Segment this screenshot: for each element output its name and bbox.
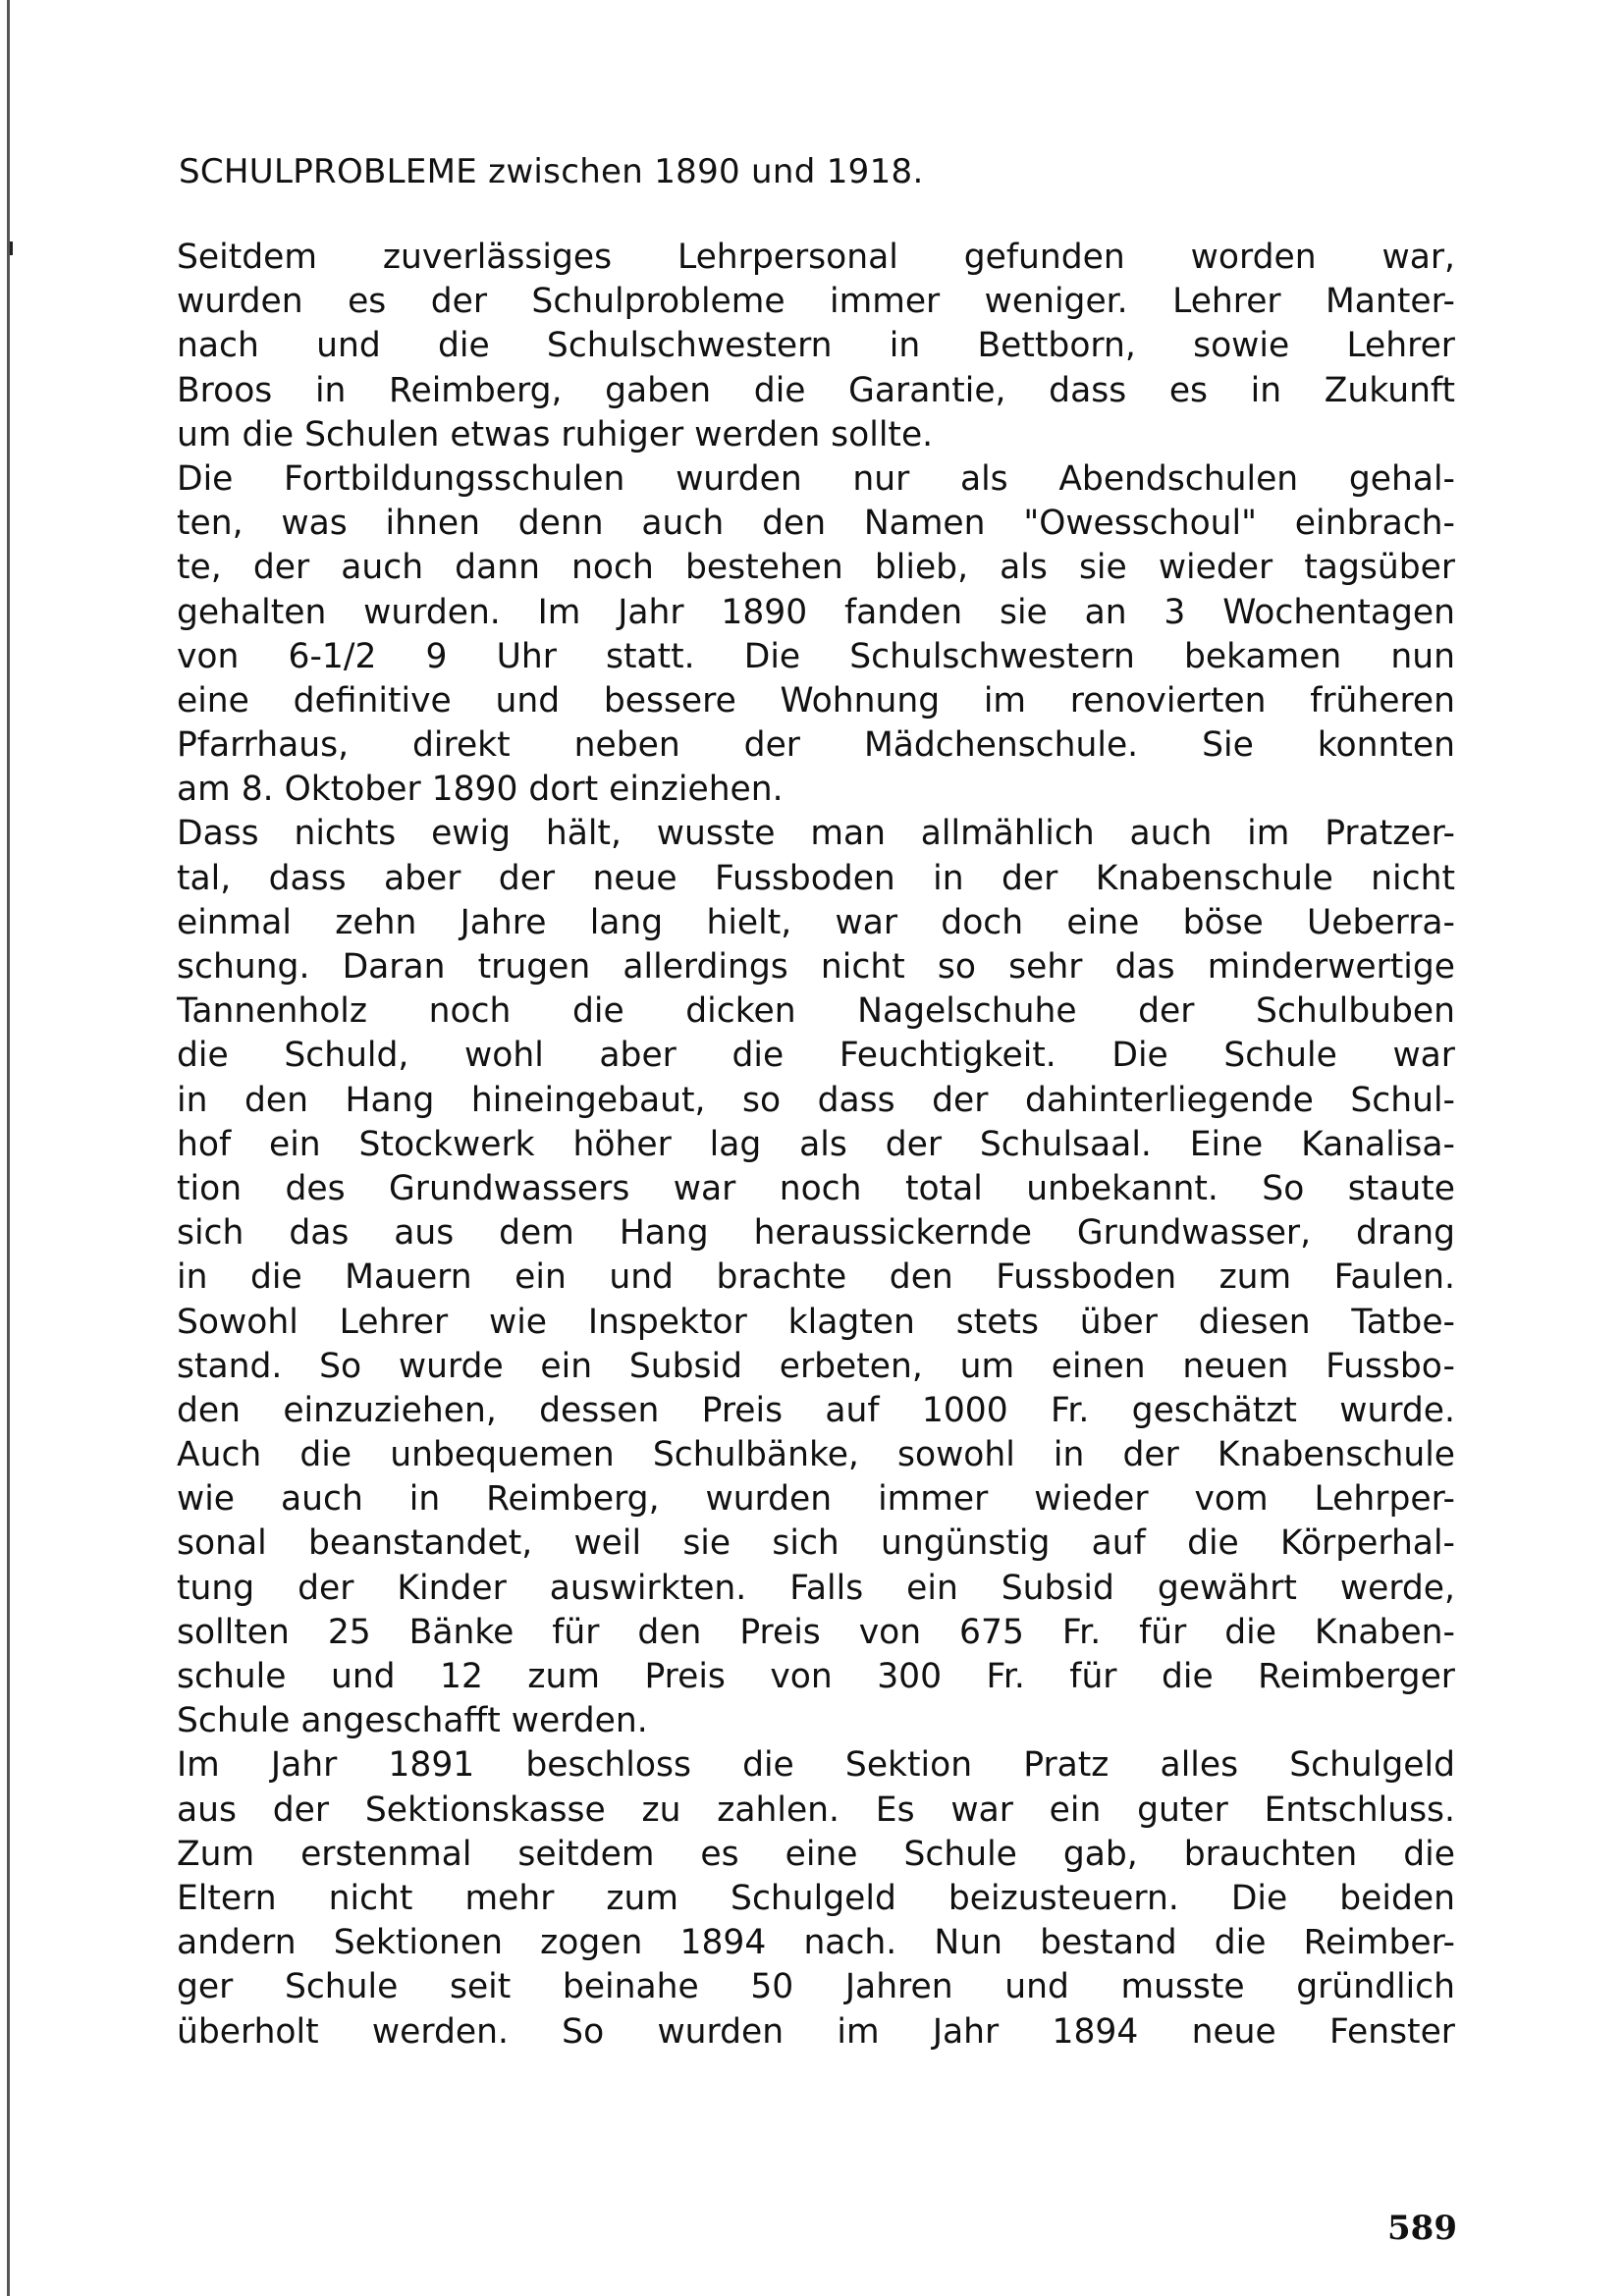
text-line: schung. Daran trugen allerdings nicht so sehr das minderwertige [177, 947, 1455, 987]
text-line: in den Hang hineingebaut, so dass der dahinterliegende Schul- [177, 1080, 1455, 1120]
text-line: tion des Grundwassers war noch total unbekannt. So staute [177, 1168, 1455, 1208]
text-line: wie auch in Reimberg, wurden immer wieder vom Lehrper- [177, 1479, 1455, 1520]
text-line: Die Fortbildungsschulen wurden nur als Abendschulen gehal- [177, 458, 1455, 499]
text-line: Seitdem zuverlässiges Lehrpersonal gefunden worden war, [177, 238, 1455, 277]
text-line: Dass nichts ewig hält, wusste man allmählich auch im Pratzer- [177, 814, 1455, 854]
text-line: Pfarrhaus, direkt neben der Mädchenschule. Sie konnten [177, 725, 1455, 766]
text-line: hof ein Stockwerk höher lag als der Schulsaal. Eine Kanalisa- [177, 1124, 1455, 1164]
page-number: 589 [1387, 2209, 1457, 2248]
text-line: um die Schulen etwas ruhiger werden sollte. [177, 414, 934, 454]
text-line: ten, was ihnen denn auch den Namen "Owesschoul" einbrach- [177, 504, 1455, 544]
text-line: Schule angeschafft werden. [177, 1701, 648, 1741]
text-line: wurden es der Schulprobleme immer weniger. Lehrer Manter- [177, 282, 1455, 322]
margin-mark [10, 241, 13, 255]
text-line: schule und 12 zum Preis von 300 Fr. für die Reimberger [177, 1657, 1455, 1696]
text-line: die Schuld, wohl aber die Feuchtigkeit. Die Schule war [177, 1036, 1455, 1076]
page-left-edge-line [7, 0, 10, 2296]
page-heading: SCHULPROBLEME zwischen 1890 und 1918. [179, 152, 924, 191]
text-line: nach und die Schulschwestern in Bettborn, sowie Lehrer [177, 326, 1455, 366]
text-line: einmal zehn Jahre lang hielt, war doch eine böse Ueberra- [177, 902, 1455, 942]
text-line: sonal beanstandet, weil sie sich ungünstig auf die Körperhal- [177, 1523, 1455, 1564]
text-line: stand. So wurde ein Subsid erbeten, um einen neuen Fussbo- [177, 1346, 1455, 1386]
text-line: Tannenholz noch die dicken Nagelschuhe der Schulbuben [177, 991, 1455, 1032]
text-line: sich das aus dem Hang heraussickernde Grundwasser, drang [177, 1213, 1455, 1254]
text-line: ger Schule seit beinahe 50 Jahren und musste gründlich [177, 1967, 1455, 2007]
text-line: überholt werden. So wurden im Jahr 1894 neue Fenster [177, 2011, 1455, 2052]
text-line: von 6-1/2 9 Uhr statt. Die Schulschwestern bekamen nun [177, 636, 1455, 676]
text-line: aus der Sektionskasse zu zahlen. Es war ein guter Entschluss. [177, 1789, 1455, 1830]
text-line: tung der Kinder auswirkten. Falls ein Subsid gewährt werde, [177, 1568, 1455, 1608]
text-line: tal, dass aber der neue Fussboden in der Knabenschule nicht [177, 858, 1455, 898]
text-line: Sowohl Lehrer wie Inspektor klagten stets über diesen Tatbe- [177, 1302, 1455, 1342]
text-line: Im Jahr 1891 beschloss die Sektion Pratz alles Schulgeld [177, 1745, 1455, 1786]
text-line: Broos in Reimberg, gaben die Garantie, dass es in Zukunft [177, 370, 1455, 410]
text-line: am 8. Oktober 1890 dort einziehen. [177, 770, 784, 810]
text-line: sollten 25 Bänke für den Preis von 675 Fr. für die Knaben- [177, 1612, 1455, 1652]
text-line: in die Mauern ein und brachte den Fussboden zum Faulen. [177, 1257, 1455, 1298]
text-line: Zum erstenmal seitdem es eine Schule gab, brauchten die [177, 1834, 1455, 1874]
text-line: andern Sektionen zogen 1894 nach. Nun bestand die Reimber- [177, 1923, 1455, 1963]
text-line: eine definitive und bessere Wohnung im renovierten früheren [177, 680, 1455, 721]
text-line: den einzuziehen, dessen Preis auf 1000 Fr. geschätzt wurde. [177, 1390, 1455, 1430]
text-line: gehalten wurden. Im Jahr 1890 fanden sie an 3 Wochentagen [177, 592, 1455, 632]
text-line: te, der auch dann noch bestehen blieb, als sie wieder tagsüber [177, 548, 1455, 588]
body-text [177, 236, 1455, 2055]
text-line: Eltern nicht mehr zum Schulgeld beizusteuern. Die beiden [177, 1878, 1455, 1918]
text-line: Auch die unbequemen Schulbänke, sowohl in der Knabenschule [177, 1435, 1455, 1475]
